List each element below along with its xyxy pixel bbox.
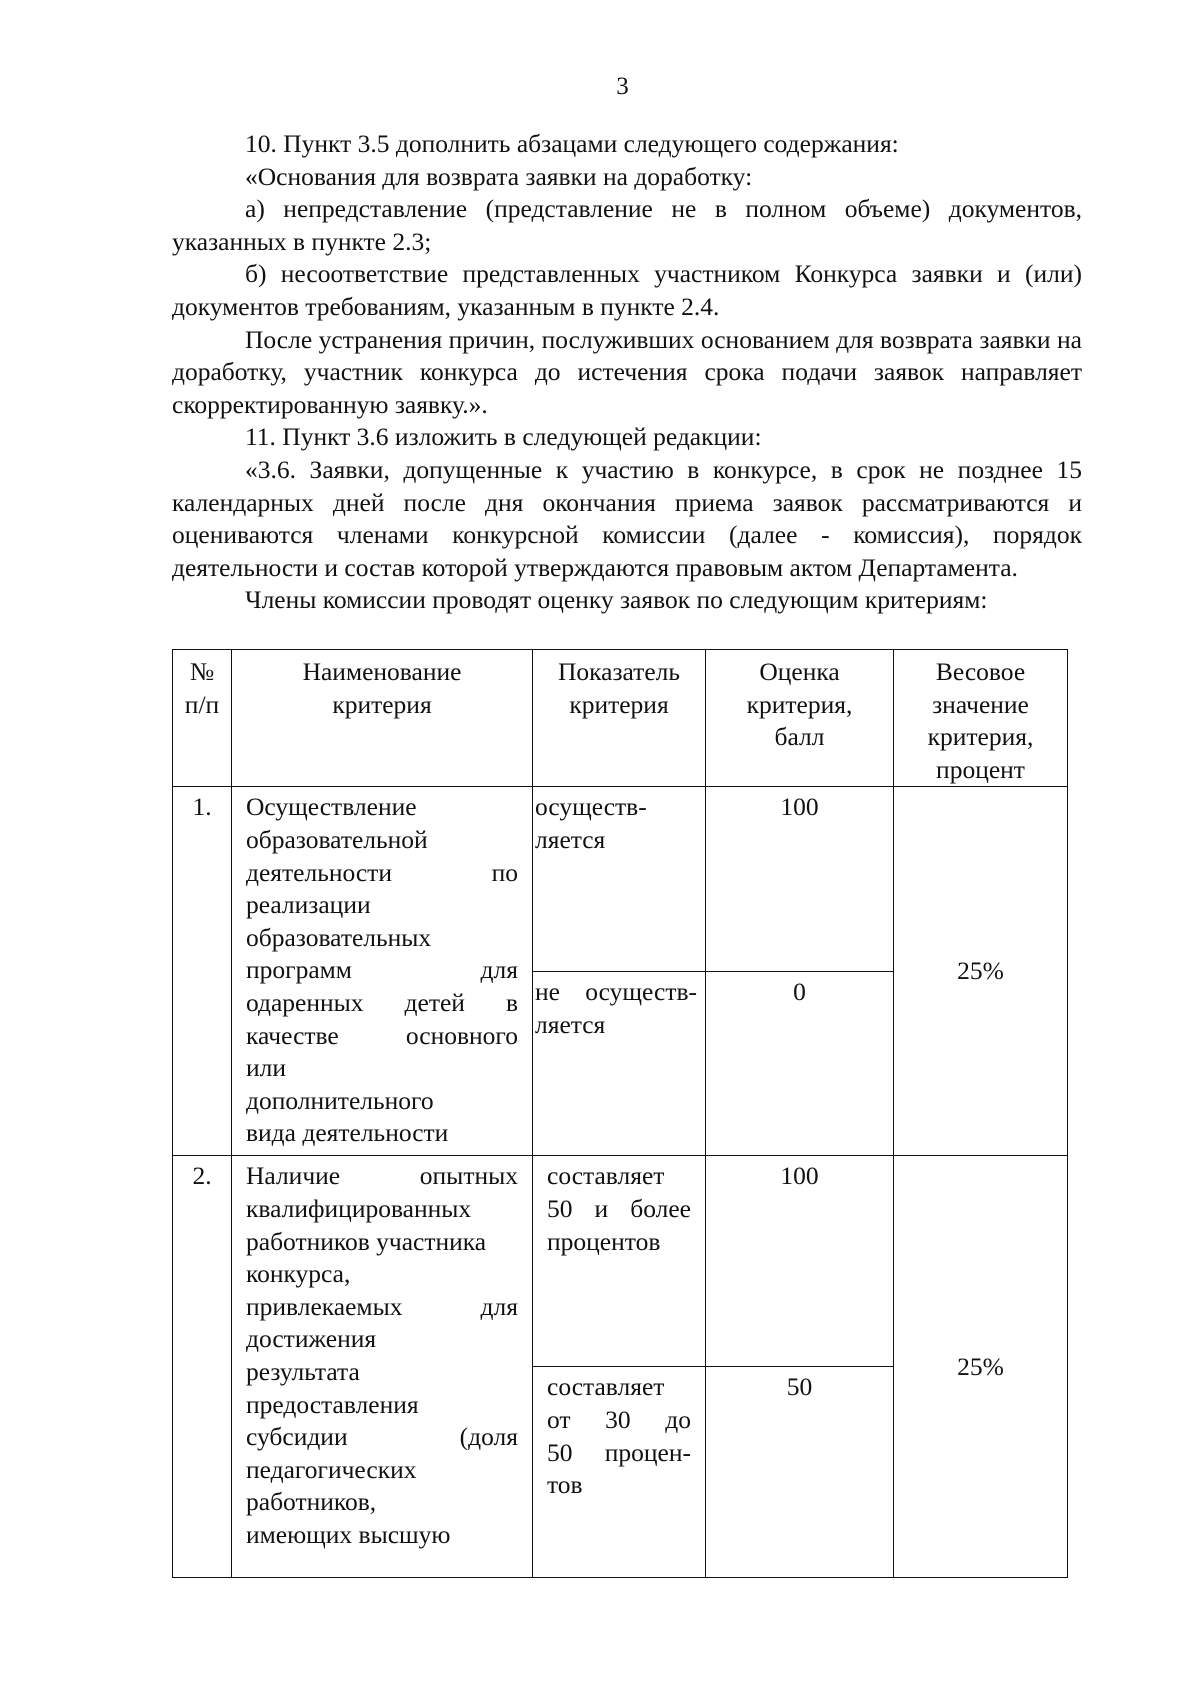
criterion-indicator: составляет от 30 до 50 процен- тов [533, 1367, 706, 1578]
row-number: 1. [173, 787, 232, 1156]
header-criterion-name: Наименование критерия [232, 650, 533, 787]
criterion-indicator: составляет 50 и более процентов [533, 1156, 706, 1367]
table-row [173, 1156, 1068, 1367]
paragraph-criteria-intro: Члены комиссии проводят оценку заявок по следующим критериям: [245, 585, 988, 615]
criterion-name: Наличие опытных квалифицированных работников участника конкурса, привлекаемых для достижения результата предоставления субсидии (доля педагогических работников, имеющих высшую [232, 1156, 533, 1578]
paragraph-after-correction: После устранения причин, послуживших основанием для возврата заявки на доработку, участник конкурса до истечения срока подачи заявок направляет скорректированную заявку.». [172, 324, 1082, 419]
table-header-row [173, 650, 1068, 787]
criterion-score: 100 [706, 1156, 894, 1367]
page-number: 3 [616, 73, 629, 100]
paragraph-item-11: 11. Пункт 3.6 изложить в следующей редакции: [245, 422, 762, 452]
header-criterion-weight: Весовое значение критерия, процент [894, 650, 1068, 787]
criterion-indicator: не осуществ- ляется [533, 972, 706, 1156]
paragraph-3-6: «3.6. Заявки, допущенные к участию в конкурсе, в срок не позднее 15 календарных дней после дня окончания приема заявок рассматриваются и оцениваются членами конкурсной комиссии (далее - комиссия), порядок деятельности и состав которой утверждаются правовым актом Департамента. [172, 454, 1082, 582]
header-criterion-indicator: Показатель критерия [533, 650, 706, 787]
paragraph-item-10: 10. Пункт 3.5 дополнить абзацами следующего содержания: [245, 129, 899, 158]
criterion-weight: 25% [894, 787, 1068, 1156]
row-number: 2. [173, 1156, 232, 1578]
criterion-score: 50 [706, 1367, 894, 1578]
table-row [173, 787, 1068, 972]
criterion-score: 100 [706, 787, 894, 972]
header-number: № п/п [173, 650, 232, 787]
header-criterion-score: Оценка критерия, балл [706, 650, 894, 787]
paragraph-ground-a: а) непредставление (представление не в полном объеме) документов, указанных в пункте 2.3; [172, 194, 1082, 256]
criterion-name: Осуществление образовательной деятельности по реализации образовательных программ для одаренных детей в качестве основного или дополнительного вида деятельности [232, 787, 533, 1156]
criterion-score: 0 [706, 972, 894, 1156]
criterion-weight: 25% [894, 1156, 1068, 1578]
criterion-indicator: осуществ- ляется [533, 787, 706, 972]
document-body [172, 128, 1082, 617]
paragraph-grounds-heading: «Основания для возврата заявки на доработку: [245, 161, 753, 191]
criteria-table [172, 649, 1068, 1578]
paragraph-ground-b: б) несоответствие представленных участником Конкурса заявки и (или) документов требованиям, указанным в пункте 2.4. [172, 259, 1082, 321]
